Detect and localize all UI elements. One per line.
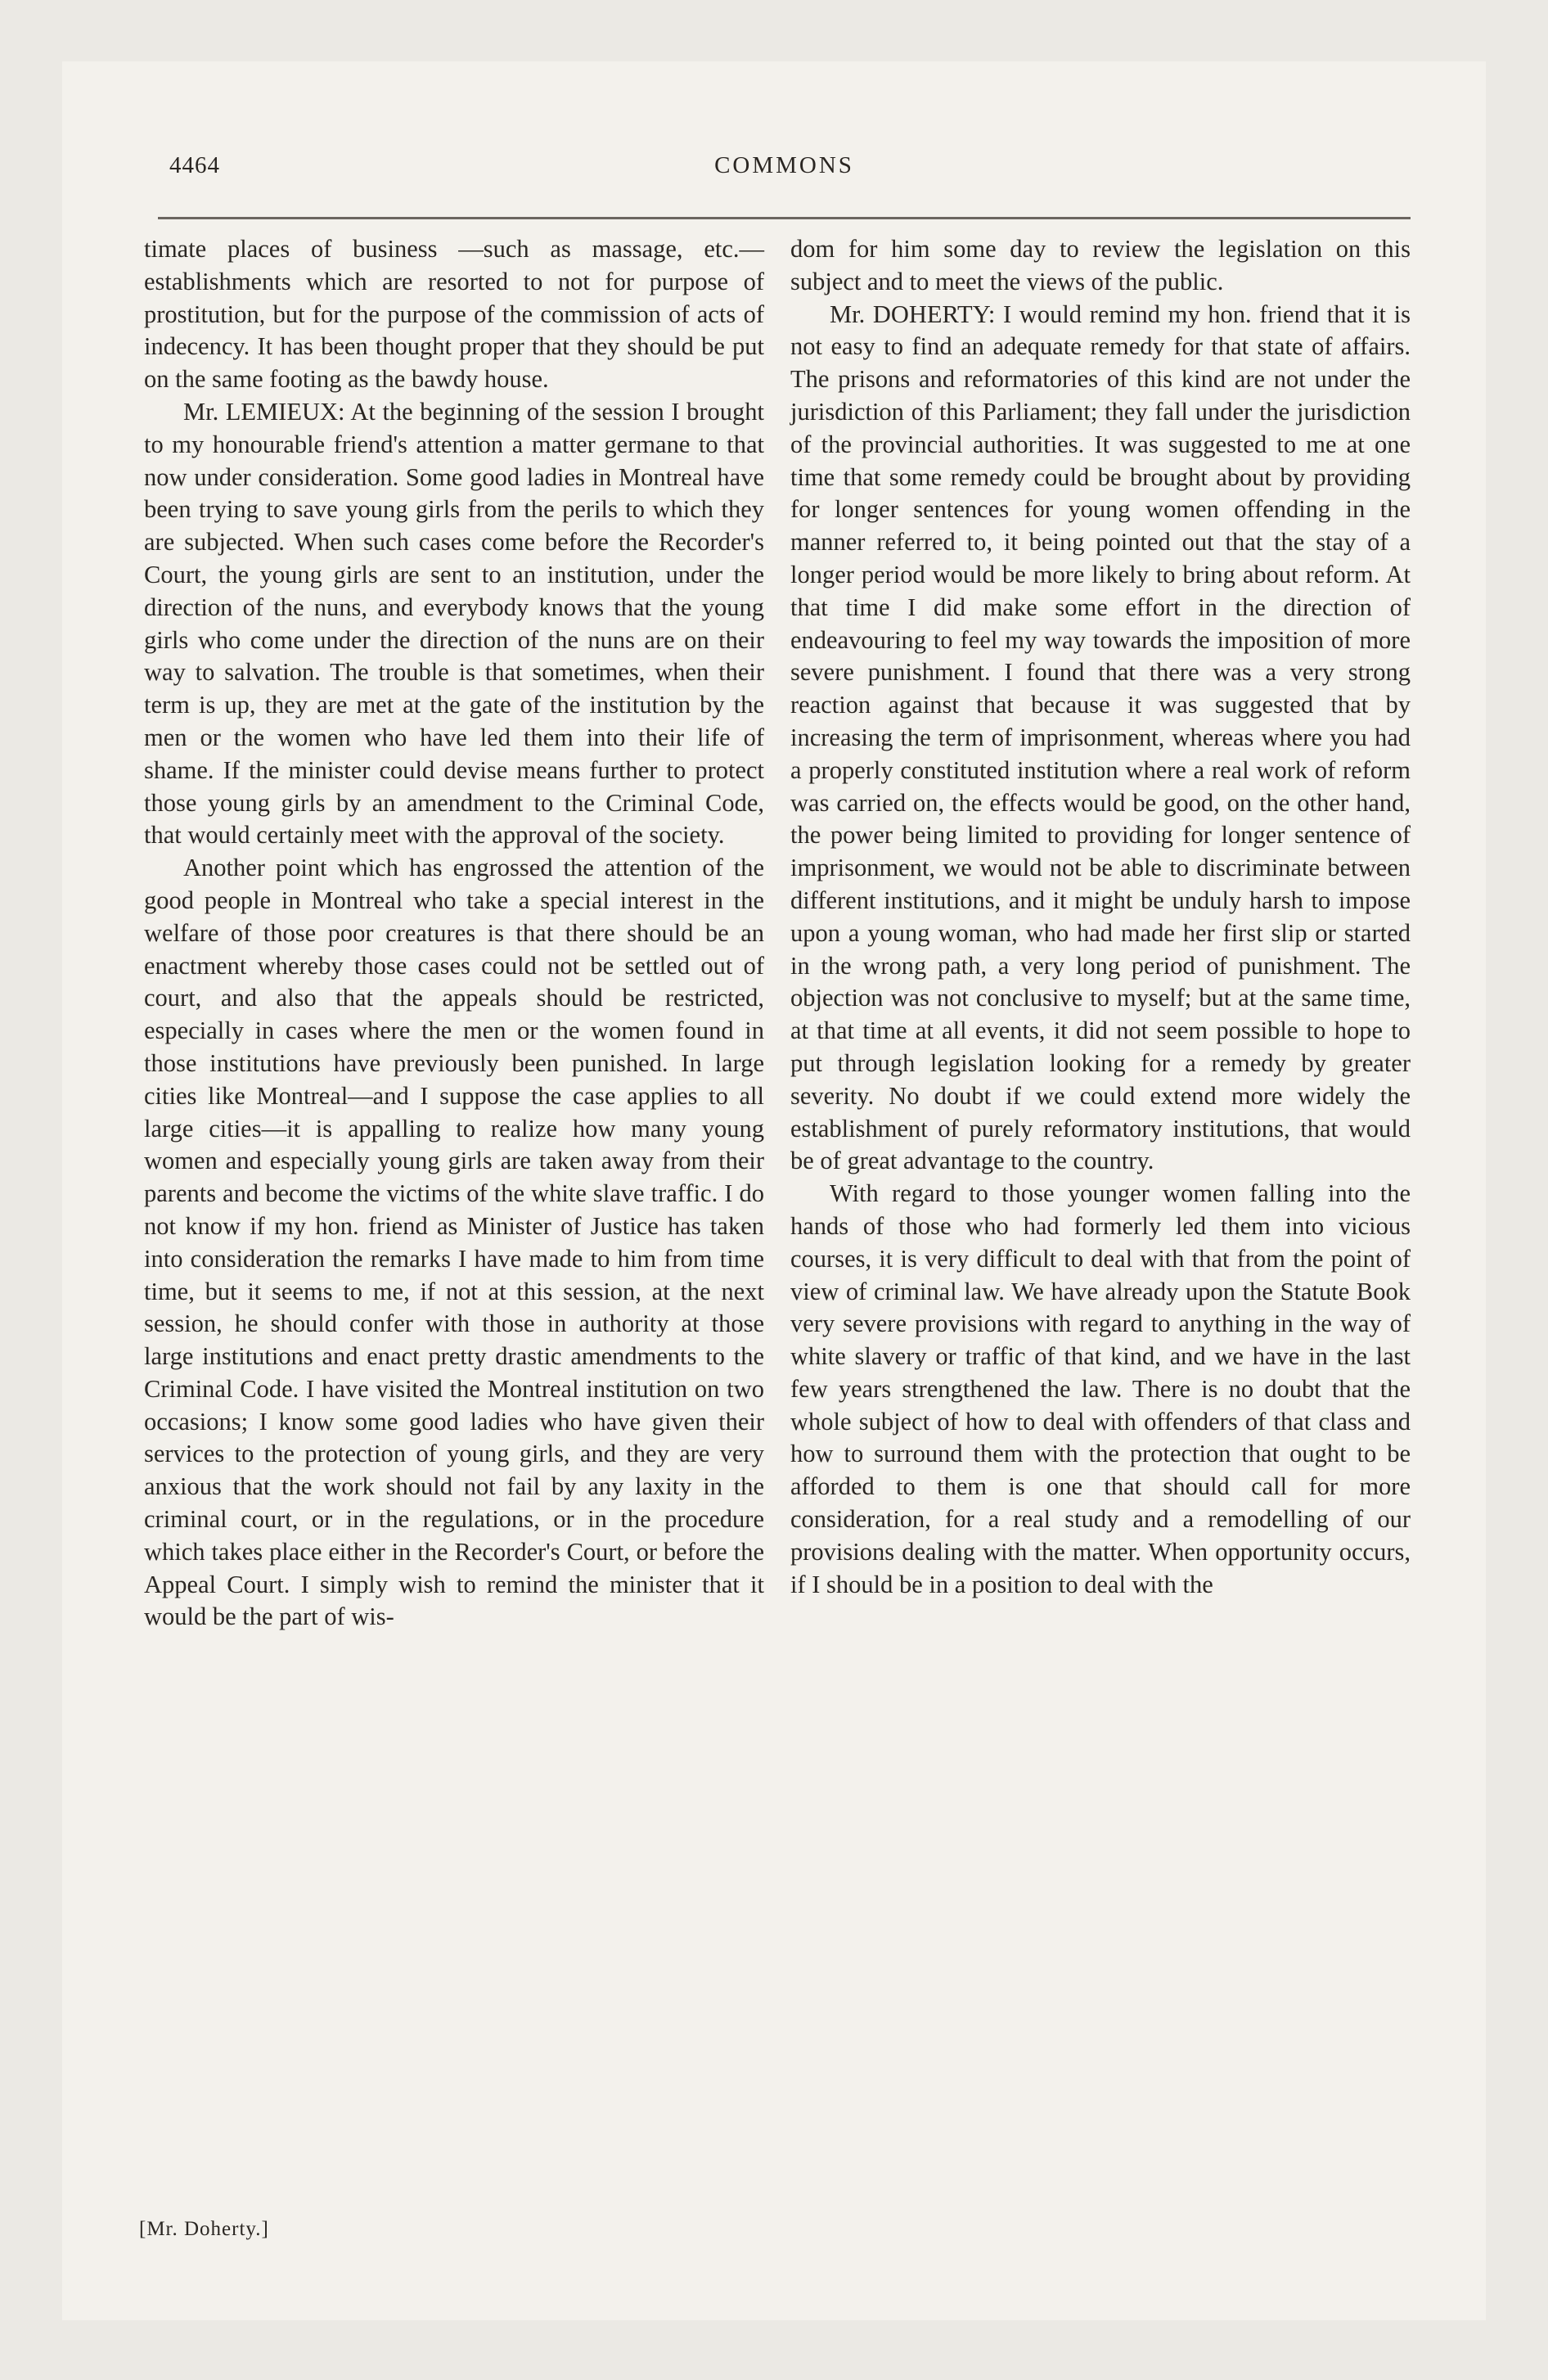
speaker-note: [Mr. Doherty.] <box>139 2218 269 2240</box>
left-column <box>144 233 764 1634</box>
page-number: 4464 <box>169 152 220 178</box>
paragraph: Mr. DOHERTY: I would remind my hon. friend that it is not easy to find an adequate remedy for that state of affairs. The prisons and reformatories of this kind are not under the jurisdiction of this Parliament; they fall under the jurisdiction of the provincial authorities. It was suggested to me at one time that some remedy could be brought about by providing for longer sentences for young women offending in the manner referred to, it being pointed out that the stay of a longer period would be more likely to bring about reform. At that time I did make some effort in the direction of endeavouring to feel my way towards the imposition of more severe punishment. I found that there was a very strong reaction against that because it was suggested that by increasing the term of imprisonment, whereas where you had a properly constituted institution where a real work of reform was carried on, the effects would be good, on the other hand, the power being limited to providing for longer sentence of imprisonment, we would not be able to discriminate between different institutions, and it might be unduly harsh to impose upon a young woman, who had made her first slip or started in the wrong path, a very long period of punishment. The objection was not conclusive to myself; but at the same time, at that time at all events, it did not seem possible to hope to put through legislation looking for a remedy by greater severity. No doubt if we could extend more widely the establishment of purely reformatory institutions, that would be of great advantage to the country. <box>790 300 1411 1175</box>
header-rule <box>158 217 1411 219</box>
page-header <box>158 152 1411 193</box>
paragraph: dom for him some day to review the legislation on this subject and to meet the views of the public. <box>790 235 1411 295</box>
running-head: COMMONS <box>714 152 854 178</box>
paragraph: With regard to those younger women falling into the hands of those who had formerly led them into vicious courses, it is very difficult to deal with that from the point of view of criminal law. We have already upon the Statute Book very severe provisions with regard to anything in the way of white slavery or traffic of that kind, and we have in the last few years strengthened the law. There is no doubt that the whole subject of how to deal with offenders of that class and how to surround them with the protection that ought to be afforded to them is one that should call for more consideration, for a real study and a remodelling of our provisions dealing with the matter. When opportunity occurs, if I should be in a position to deal with the <box>790 1179 1411 1598</box>
right-column <box>790 233 1411 1601</box>
paragraph: Mr. LEMIEUX: At the beginning of the session I brought to my honourable friend's attention a matter germane to that now under consideration. Some good ladies in Montreal have been trying to save young girls from the perils to which they are subjected. When such cases come before the Recorder's Court, the young girls are sent to an institution, under the direction of the nuns, and everybody knows that the young girls who come under the direction of the nuns are on their way to salvation. The trouble is that sometimes, when their term is up, they are met at the gate of the institution by the men or the women who have led them into their life of shame. If the minister could devise means further to protect those young girls by an amendment to the Criminal Code, that would certainly meet with the approval of the society. <box>144 397 764 850</box>
paragraph: Another point which has engrossed the attention of the good people in Montreal who take a special interest in the welfare of those poor creatures is that there should be an enactment whereby those cases could not be settled out of court, and also that the appeals should be restricted, especially in cases where the men or the women found in those institutions have previously been punished. In large cities like Montreal—and I suppose the case applies to all large cities—it is appalling to realize how many young women and especially young girls are taken away from their parents and become the victims of the white slave traffic. I do not know if my hon. friend as Minister of Justice has taken into consideration the remarks I have made to him from time time, but it seems to me, if not at this session, at the next session, he should confer with those in authority at those large institutions and enact pretty drastic amendments to the Criminal Code. I have visited the Montreal institution on two occasions; I know some good ladies who have given their services to the protection of young girls, and they are very anxious that the work should not fail by any laxity in the criminal court, or in the regulations, or in the procedure which takes place either in the Recorder's Court, or before the Appeal Court. I simply wish to remind the minister that it would be the part of wis- <box>144 854 764 1631</box>
paragraph: timate places of business —such as massage, etc.—establishments which are resorted to not for purpose of prostitution, but for the purpose of the commission of acts of indecency. It has been thought proper that they should be put on the same footing as the bawdy house. <box>144 235 764 394</box>
